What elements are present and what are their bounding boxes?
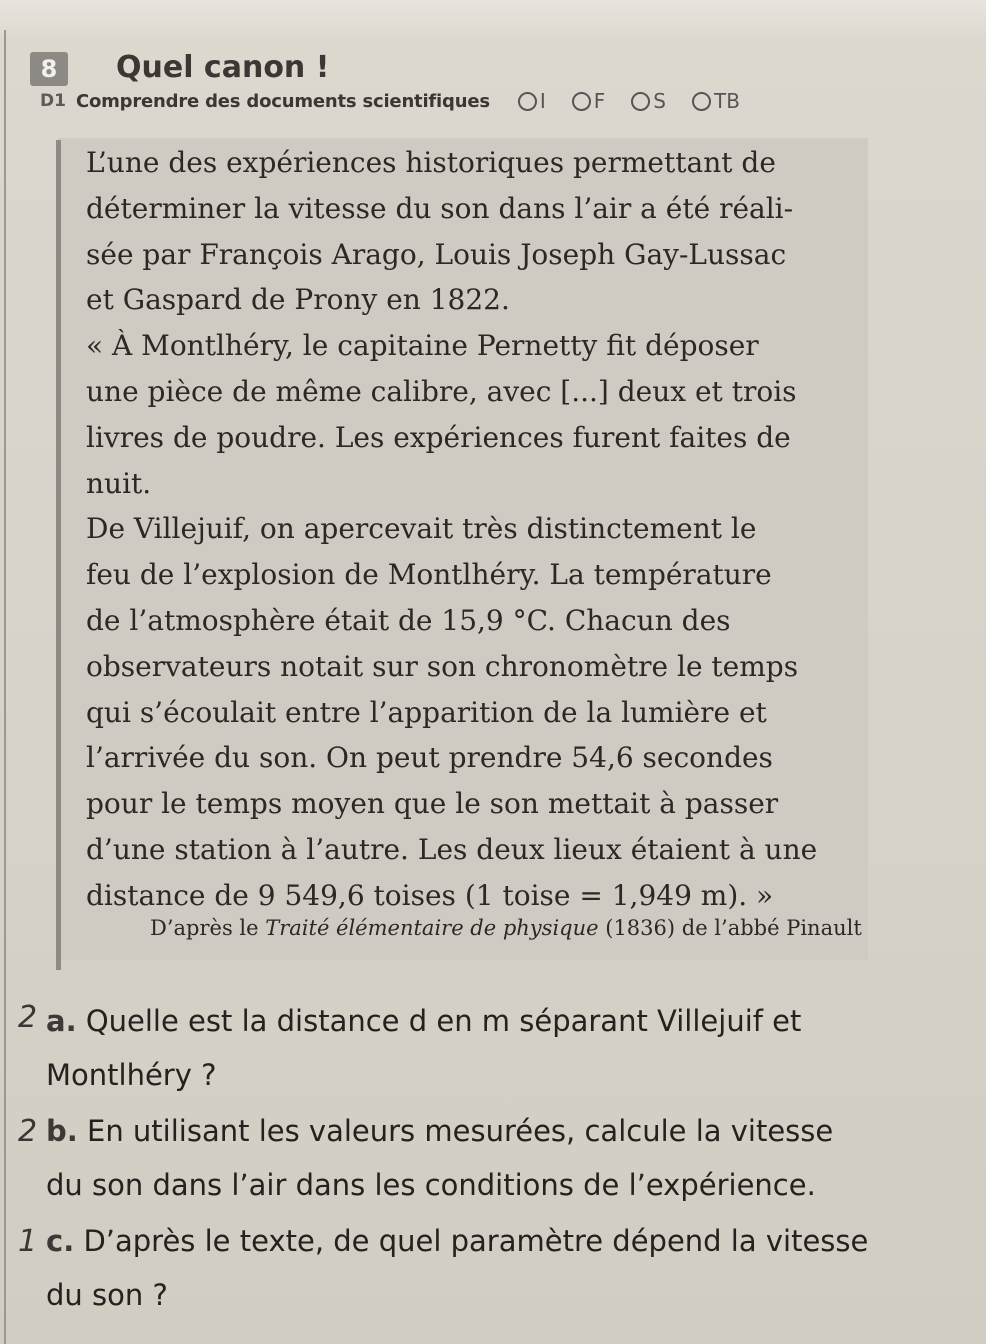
document-line: nuit. bbox=[86, 466, 152, 500]
skill-circle-icon bbox=[631, 92, 650, 111]
question-b bbox=[46, 1104, 946, 1212]
document-line: déterminer la vitesse du son dans l’air a été réali- bbox=[86, 191, 794, 225]
document-line: De Villejuif, on apercevait très distinctement le bbox=[86, 512, 757, 546]
skill-circle-icon bbox=[518, 92, 537, 111]
document-line: qui s’écoulait entre l’apparition de la lumière et bbox=[86, 695, 767, 729]
competency-row bbox=[40, 86, 756, 116]
question-text-cont: du son dans l’air dans les conditions de l’expérience. bbox=[46, 1168, 816, 1202]
question-letter: a. bbox=[46, 1004, 77, 1038]
question-c bbox=[46, 1214, 946, 1322]
document-line: distance de 9 549,6 toises (1 toise = 1,949 m). » bbox=[86, 878, 774, 912]
page-margin-rule bbox=[4, 30, 6, 1344]
source-title: Traité élémentaire de physique bbox=[265, 916, 599, 940]
handwritten-mark: 2 bbox=[18, 1114, 38, 1149]
question-text-cont: Montlhéry ? bbox=[46, 1058, 217, 1092]
document-line: observateurs notait sur son chronomètre le temps bbox=[86, 649, 799, 683]
source-prefix: D’après le bbox=[150, 916, 266, 940]
skill-label: I bbox=[539, 89, 546, 113]
skill-label: S bbox=[653, 89, 666, 113]
page-top-edge bbox=[0, 0, 986, 40]
skill-label: TB bbox=[713, 89, 740, 113]
competency-label: Comprendre des documents scientifiques bbox=[75, 90, 490, 112]
question-text: En utilisant les valeurs mesurées, calcule la vitesse bbox=[87, 1114, 834, 1148]
document-line: « À Montlhéry, le capitaine Pernetty fit déposer bbox=[86, 329, 759, 363]
question-letter: c. bbox=[46, 1224, 75, 1258]
document-line: l’arrivée du son. On peut prendre 54,6 secondes bbox=[86, 741, 773, 775]
document-source bbox=[150, 916, 890, 940]
document-line: pour le temps moyen que le son mettait à passer bbox=[86, 787, 779, 821]
exercise-title: Quel canon ! bbox=[116, 50, 330, 85]
skill-level-f bbox=[572, 89, 606, 113]
document-line: de l’atmosphère était de 15,9 °C. Chacun des bbox=[86, 603, 731, 637]
document-line: L’une des expériences historiques permettant de bbox=[86, 146, 776, 179]
exercise-number-badge: 8 bbox=[30, 52, 68, 86]
skill-label: F bbox=[593, 89, 606, 113]
question-text: D’après le texte, de quel paramètre dépend la vitesse bbox=[83, 1224, 869, 1258]
document-left-bar bbox=[56, 140, 61, 970]
question-letter: b. bbox=[46, 1114, 78, 1148]
question-text: Quelle est la distance d en m séparant Villejuif et bbox=[85, 1004, 802, 1038]
question-a bbox=[46, 994, 946, 1102]
handwritten-mark: 2 bbox=[18, 1000, 38, 1035]
skill-level-tb bbox=[692, 89, 740, 113]
skill-circle-icon bbox=[692, 92, 711, 111]
document-text bbox=[86, 140, 856, 919]
document-line: livres de poudre. Les expériences furent faites de bbox=[86, 420, 791, 454]
document-line: sée par François Arago, Louis Joseph Gay-Lussac bbox=[86, 237, 787, 271]
skill-circle-icon bbox=[572, 92, 591, 111]
skill-level-s bbox=[631, 89, 666, 113]
source-suffix: (1836) de l’abbé Pinault bbox=[598, 916, 862, 940]
skill-level-i bbox=[518, 89, 546, 113]
competency-code: D1 bbox=[40, 91, 66, 111]
question-text-cont: du son ? bbox=[46, 1278, 168, 1312]
document-line: d’une station à l’autre. Les deux lieux étaient à une bbox=[86, 832, 818, 866]
document-line: une pièce de même calibre, avec [...] deux et trois bbox=[86, 374, 797, 408]
document-line: feu de l’explosion de Montlhéry. La température bbox=[86, 558, 772, 592]
document-line: et Gaspard de Prony en 1822. bbox=[86, 283, 510, 317]
handwritten-mark: 1 bbox=[18, 1224, 38, 1259]
